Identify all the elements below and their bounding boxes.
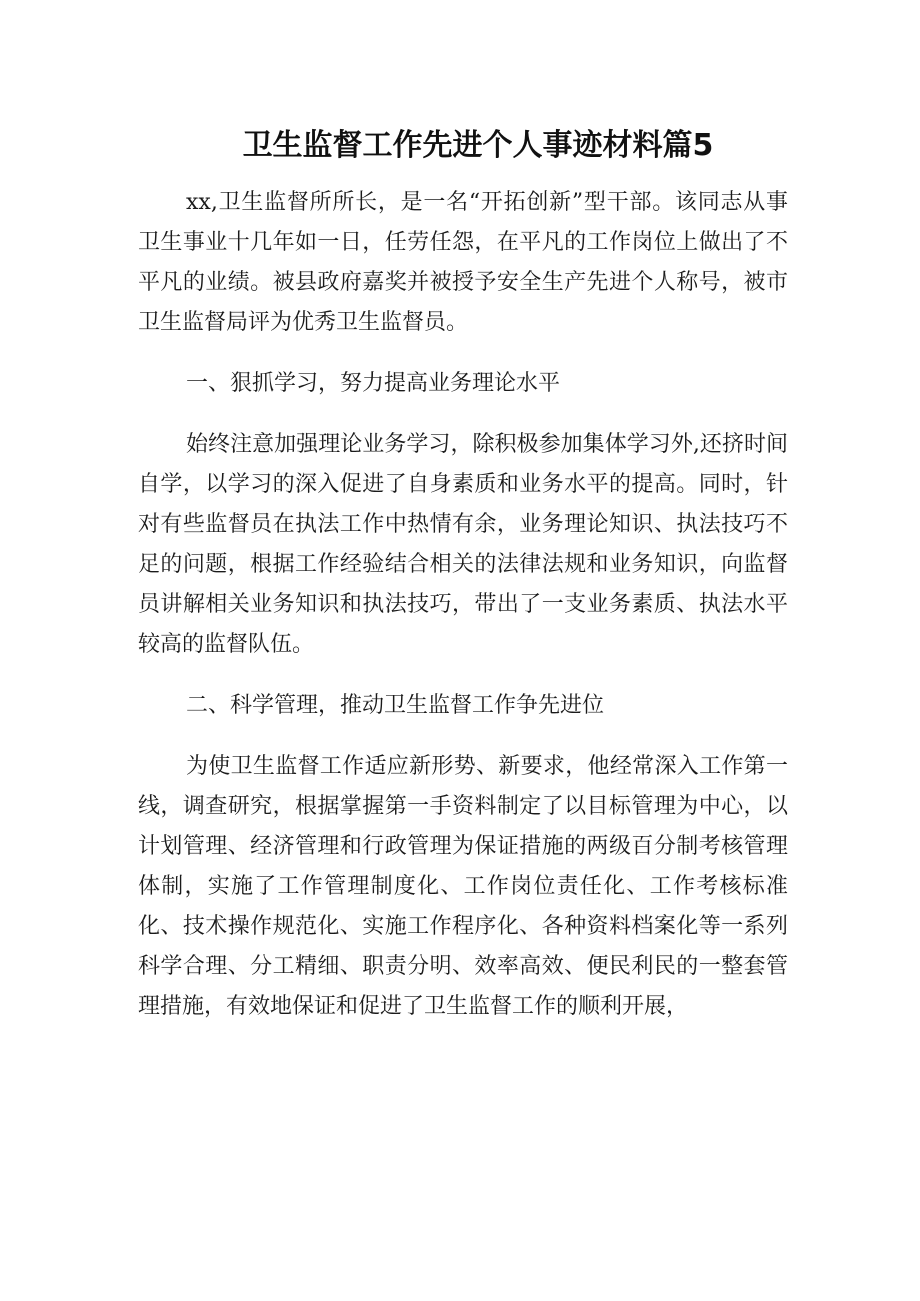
study-paragraph: 始终注意加强理论业务学习，除积极参加集体学习外,还挤时间自学，以学习的深入促进了自身素质和业务水平的提高。同时，针对有些监督员在执法工作中热情有余，业务理论知识、执法技巧不足的问题，根据工作经验结合相关的法律法规和业务知识，向监督员讲解相关业务知识和执法技巧，带出了一支业务素质、执法水平较高的监督队伍。 [138,432,788,657]
intro-paragraph: xx,卫生监督所所长，是一名“开拓创新”型干部。该同志从事卫生事业十几年如一日，任劳任怨，在平凡的工作岗位上做出了不平凡的业绩。被县政府嘉奖并被授予安全生产先进个人称号，被市卫生监督局评为优秀卫生监督员。 [138,190,788,335]
management-paragraph: 为使卫生监督工作适应新形势、新要求，他经常深入工作第一线，调查研究，根据掌握第一手资料制定了以目标管理为中心，以计划管理、经济管理和行政管理为保证措施的两级百分制考核管理体制，实施了工作管理制度化、工作岗位责任化、工作考核标准化、技术操作规范化、实施工作程序化、各种资料档案化等一系列科学合理、分工精细、职责分明、效率高效、便民利民的一整套管理措施，有效地保证和促进了卫生监督工作的顺利开展， [138,754,788,1019]
document-body [138,183,788,1027]
section-heading-management: 二、科学管理，推动卫生监督工作争先进位 [186,693,605,718]
section-heading-study: 一、狠抓学习，努力提高业务理论水平 [186,371,561,396]
document-title: 卫生监督工作先进个人事迹材料篇5 [242,128,714,163]
